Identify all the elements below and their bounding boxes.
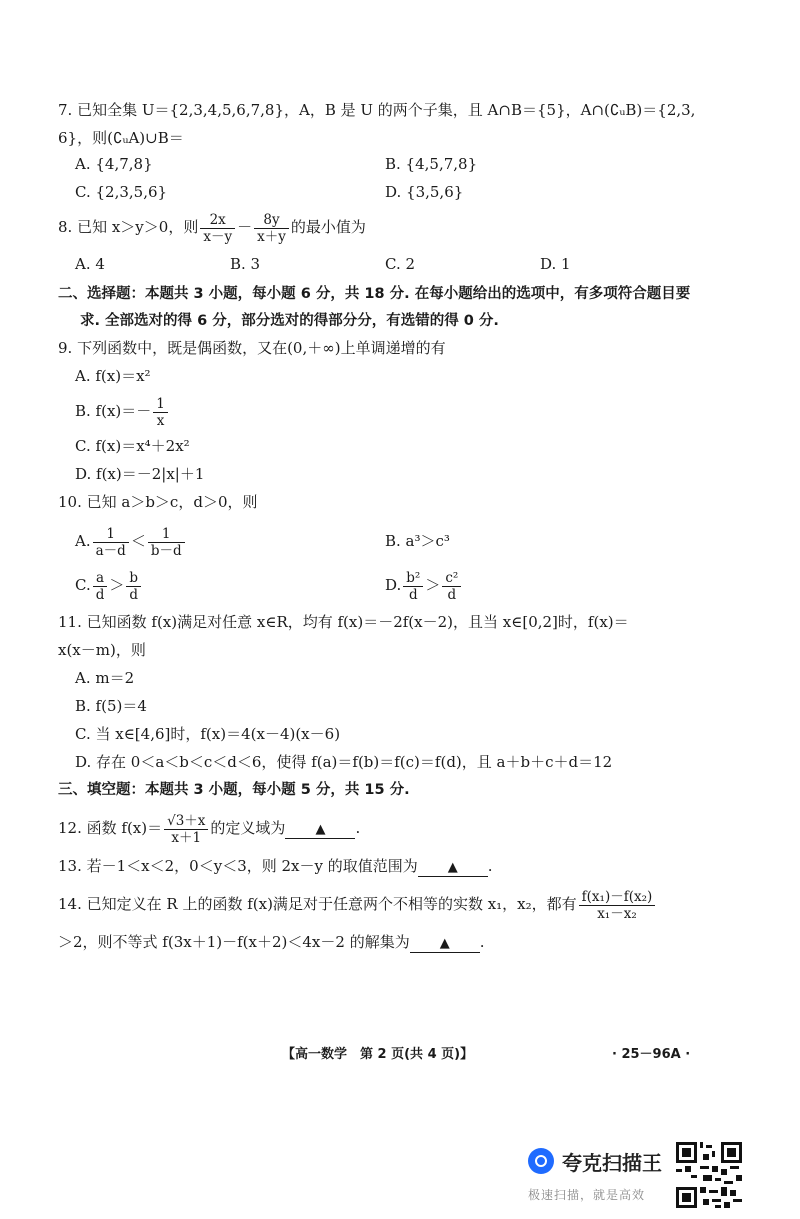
- q8-fraction-2-numerator: 8y: [254, 212, 289, 229]
- q14-stem-line2: [58, 932, 484, 953]
- q9-option-b-denominator: x: [156, 412, 165, 429]
- q11-option-a: A. m＝2: [75, 669, 135, 687]
- q8-suffix: 的最小值为: [290, 218, 366, 236]
- q9-option-d: D. f(x)＝－2|x|＋1: [75, 465, 205, 483]
- q8-fraction-1-denominator: x－y: [203, 228, 233, 245]
- q9-option-a: A. f(x)＝x²: [75, 367, 151, 385]
- q8-option-c: C. 2: [385, 255, 416, 273]
- q12-answer-blank[interactable]: ▲: [285, 822, 355, 839]
- q7-stem-line2: 6}，则(∁ᵤA)∪B＝: [58, 129, 184, 147]
- q10-option-c-label: C.: [75, 576, 91, 594]
- q10-option-d-fraction-2: [442, 570, 461, 603]
- q10-option-d-fraction-1: [403, 570, 423, 603]
- scanner-watermark-subtitle: 极速扫描，就是高效: [528, 1188, 646, 1202]
- scanner-watermark-title: 夸克扫描王: [562, 1151, 662, 1175]
- q10-option-a-operator: ＜: [130, 532, 146, 550]
- q10-option-d: [385, 566, 463, 604]
- q12-suffix: 的定义域为: [210, 819, 286, 837]
- q10-option-c-denominator-1: d: [95, 586, 105, 603]
- q9-option-b: [75, 393, 170, 429]
- q10-option-a-fraction-2: [148, 526, 185, 559]
- q8-minus: －: [237, 218, 253, 236]
- q10-option-d-operator: ＞: [425, 576, 441, 594]
- q13-stem: [58, 856, 493, 877]
- q7-option-a: A. {4,7,8}: [75, 155, 153, 173]
- q8-fraction-1-numerator: 2x: [200, 212, 235, 229]
- q9-option-b-fraction: [153, 396, 168, 429]
- q10-option-c-fraction-1: [93, 570, 108, 603]
- q14-fraction: [579, 889, 656, 922]
- q10-option-d-denominator-1: d: [408, 586, 418, 603]
- page-footer-center: 【高一数学 第 2 页(共 4 页)】: [282, 1047, 474, 1062]
- q8-fraction-1: [200, 212, 235, 245]
- q8-prefix: 8. 已知 x＞y＞0，则: [58, 218, 199, 236]
- page-footer-code: · 25－96A ·: [612, 1047, 691, 1062]
- q12-prefix: 12. 函数 f(x)＝: [58, 819, 163, 837]
- q13-prefix: 13. 若－1＜x＜2，0＜y＜3，则 2x－y 的取值范围为: [58, 857, 418, 875]
- q9-stem: 9. 下列函数中，既是偶函数，又在(0,＋∞)上单调递增的有: [58, 339, 446, 357]
- q8-option-a: A. 4: [75, 255, 105, 273]
- q10-option-c-numerator-1: a: [93, 570, 108, 587]
- q10-option-a-denominator-2: b－d: [150, 542, 182, 559]
- q10-option-a-label: A.: [75, 532, 91, 550]
- q12-fraction: [164, 813, 208, 846]
- q10-option-d-numerator-1: b²: [403, 570, 423, 587]
- q12-denominator: x＋1: [171, 829, 202, 846]
- q14-numerator: f(x₁)－f(x₂): [579, 889, 656, 906]
- section-2-heading-line1: 二、选择题：本题共 3 小题，每小题 6 分，共 18 分. 在每小题给出的选项中，有多项符合题目要: [58, 286, 691, 302]
- section-3-heading: 三、填空题：本题共 3 小题，每小题 5 分，共 15 分.: [58, 782, 410, 798]
- q9-option-b-numerator: 1: [153, 396, 168, 413]
- q10-option-d-label: D.: [385, 576, 402, 594]
- q12-numerator: √3＋x: [164, 813, 208, 830]
- section-2-heading-line2: 求. 全部选对的得 6 分，部分选对的得部分分，有选错的得 0 分.: [80, 313, 499, 329]
- qr-code-icon: [676, 1142, 742, 1208]
- q8-option-d: D. 1: [540, 255, 571, 273]
- q14-end: .: [479, 933, 485, 951]
- q10-option-c-numerator-2: b: [126, 570, 141, 587]
- q13-end: .: [487, 857, 493, 875]
- q11-option-c: C. 当 x∈[4,6]时，f(x)＝4(x－4)(x－6): [75, 725, 341, 743]
- q11-option-d: D. 存在 0＜a＜b＜c＜d＜6，使得 f(a)＝f(b)＝f(c)＝f(d)，且 a＋b＋c＋d＝12: [75, 753, 613, 771]
- q10-option-c-denominator-2: d: [129, 586, 139, 603]
- q10-option-b: B. a³＞c³: [385, 532, 450, 550]
- q7-option-d: D. {3,5,6}: [385, 183, 464, 201]
- q7-option-c: C. {2,3,5,6}: [75, 183, 168, 201]
- q10-option-d-denominator-2: d: [447, 586, 457, 603]
- q12-end: .: [355, 819, 361, 837]
- q10-option-a-fraction-1: [93, 526, 129, 559]
- q8-stem: [58, 208, 366, 246]
- q10-option-a-numerator-2: 1: [148, 526, 185, 543]
- q11-stem-line1: 11. 已知函数 f(x)满足对任意 x∈R，均有 f(x)＝－2f(x－2)，且当 x∈[0,2]时，f(x)＝: [58, 613, 629, 631]
- q11-stem-line2: x(x－m)，则: [58, 641, 146, 659]
- q10-option-a: [75, 522, 187, 560]
- q10-stem: 10. 已知 a＞b＞c，d＞0，则: [58, 493, 258, 511]
- q10-option-a-numerator-1: 1: [93, 526, 129, 543]
- q12-stem: [58, 808, 360, 848]
- q14-line2: ＞2，则不等式 f(3x＋1)－f(x＋2)＜4x－2 的解集为: [58, 933, 410, 951]
- q7-stem-line1: 7. 已知全集 U＝{2,3,4,5,6,7,8}，A，B 是 U 的两个子集，且 A∩B＝{5}，A∩(∁ᵤB)＝{2,3,: [58, 101, 696, 119]
- q10-option-c: [75, 566, 143, 604]
- q14-answer-blank[interactable]: ▲: [410, 936, 480, 953]
- q9-option-b-prefix: B. f(x)＝－: [75, 402, 152, 420]
- q10-option-c-operator: ＞: [109, 576, 125, 594]
- q10-option-d-numerator-2: c²: [442, 570, 461, 587]
- q7-option-b: B. {4,5,7,8}: [385, 155, 478, 173]
- q8-fraction-2: [254, 212, 289, 245]
- scanner-logo-icon: [528, 1148, 554, 1174]
- q11-option-b: B. f(5)＝4: [75, 697, 147, 715]
- q10-option-a-denominator-1: a－d: [95, 542, 126, 559]
- q10-option-c-fraction-2: [126, 570, 141, 603]
- q14-denominator: x₁－x₂: [597, 905, 637, 922]
- q14-stem-line1: [58, 884, 657, 924]
- q13-answer-blank[interactable]: ▲: [418, 860, 488, 877]
- q8-option-b: B. 3: [230, 255, 261, 273]
- q14-prefix: 14. 已知定义在 R 上的函数 f(x)满足对于任意两个不相等的实数 x₁，x₂，都有: [58, 895, 577, 913]
- q9-option-c: C. f(x)＝x⁴＋2x²: [75, 437, 190, 455]
- q8-fraction-2-denominator: x＋y: [257, 228, 286, 245]
